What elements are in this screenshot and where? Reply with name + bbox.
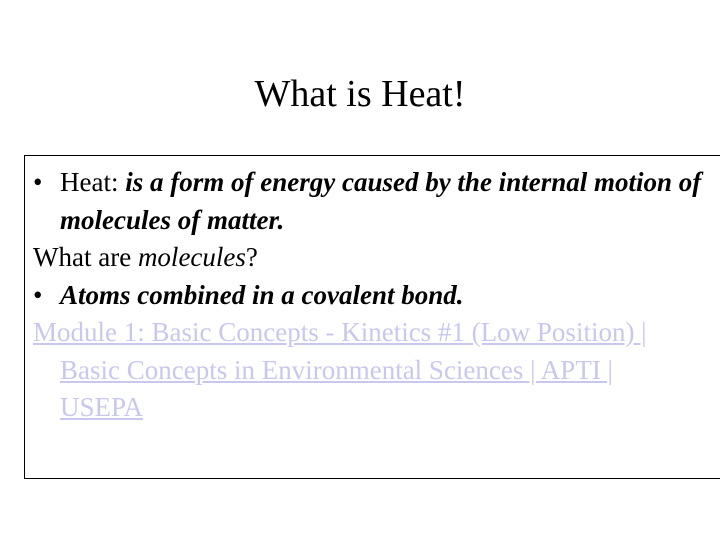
bullet-marker: •: [33, 279, 43, 310]
question-suffix: ?: [245, 242, 258, 272]
reference-paragraph: [33, 314, 660, 427]
reference-link[interactable]: Module 1: Basic Concepts - Kinetics #1 (Low Position) | Basic Concepts in Environmental Sciences | APTI | USEPA: [33, 317, 647, 422]
bullet-heat-definition: [33, 164, 720, 239]
heat-definition: is a form of energy caused by the internal motion of molecules of matter.: [60, 167, 702, 235]
molecules-term: molecules: [137, 242, 246, 272]
content-box: [24, 155, 720, 479]
bullet-marker: •: [33, 167, 43, 197]
heat-term: Heat:: [60, 167, 126, 197]
question-prefix: What are: [33, 242, 138, 272]
molecules-question: [33, 239, 720, 277]
slide-title: What is Heat!: [254, 73, 466, 115]
bullet-atoms: [33, 277, 720, 315]
atoms-text: Atoms combined in a covalent bond.: [60, 279, 464, 310]
